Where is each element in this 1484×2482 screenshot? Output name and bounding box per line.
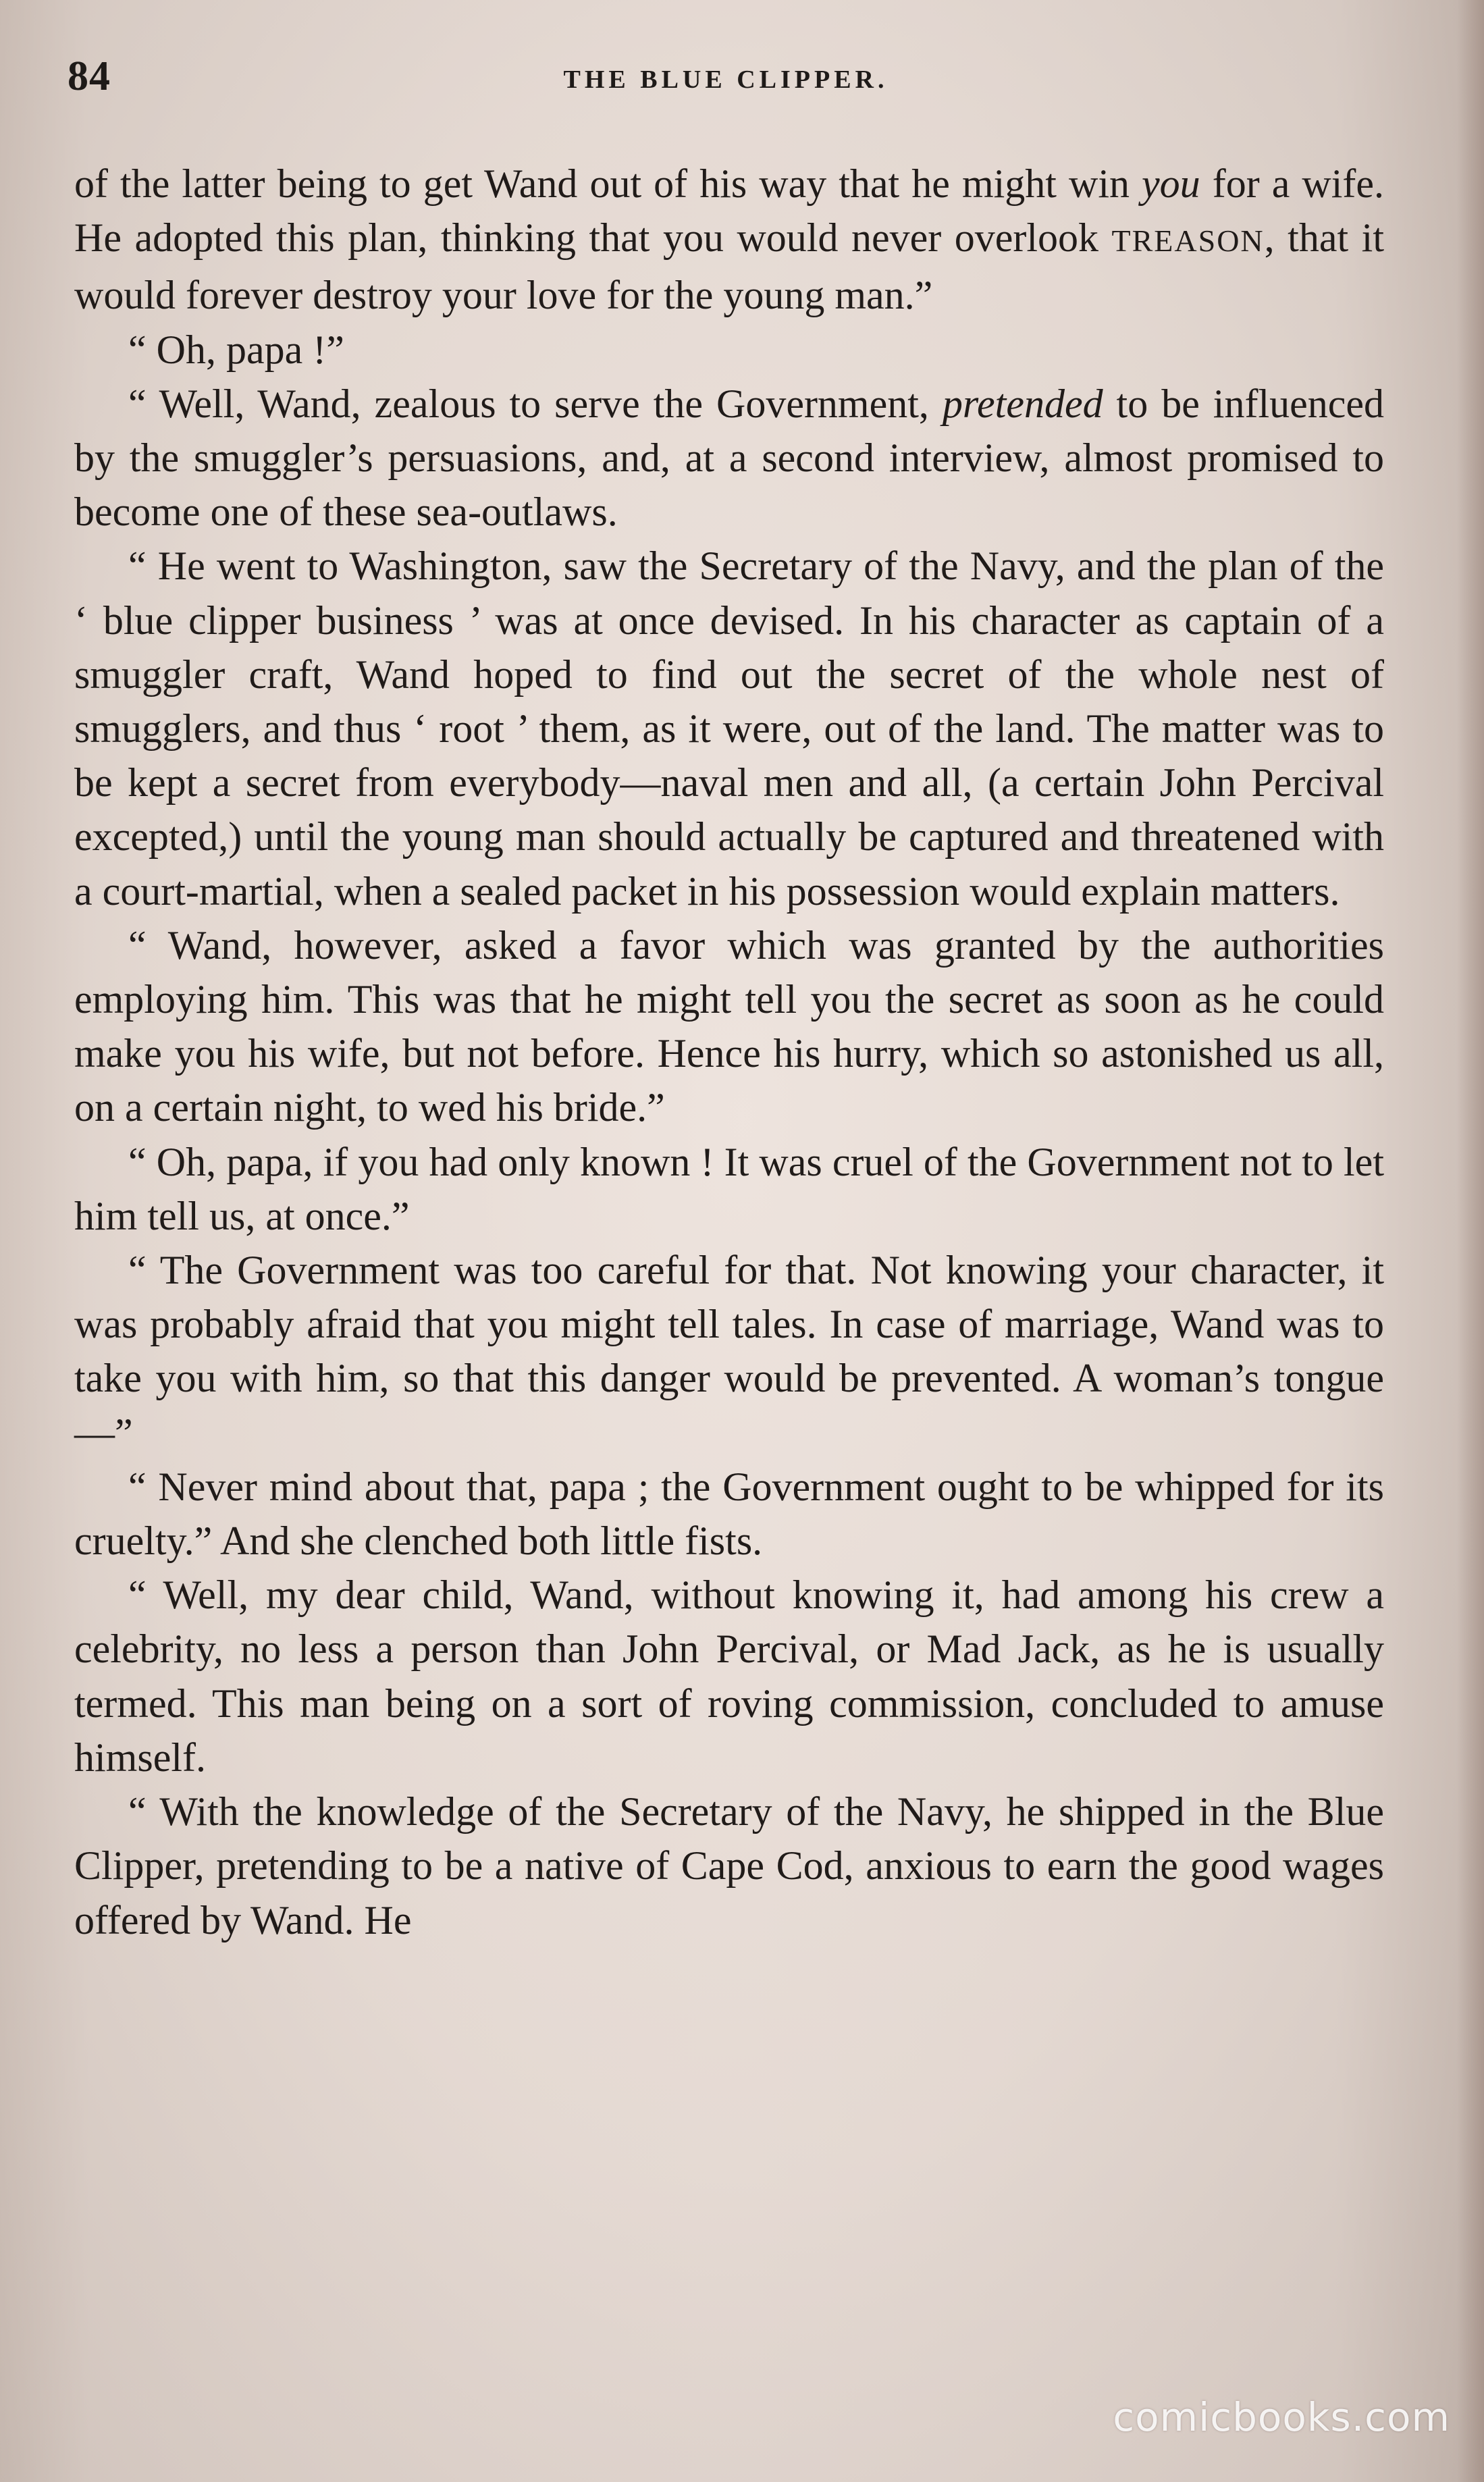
watermark: comicbooks.com xyxy=(1113,2394,1450,2440)
paragraph xyxy=(74,918,1384,1135)
paragraph xyxy=(74,539,1384,918)
paragraph xyxy=(74,1243,1384,1460)
text-run: “ Well, my dear child, Wand, without knowing it, had among his crew a celebrity, no less a person than John Percival, or Mad Jack, as he is usually termed. This man being on a sort of roving commission, concluded to amuse himself. xyxy=(74,1573,1384,1780)
paragraph xyxy=(74,1460,1384,1568)
paragraph xyxy=(74,157,1384,323)
text-run: , that it would forever destroy your love for the young man.” xyxy=(74,215,1384,318)
italic-text: pretended xyxy=(942,381,1103,426)
text-run: “ Oh, papa, if you had only known ! It was cruel of the Government not to let him tell us, at once.” xyxy=(74,1139,1384,1238)
paragraph xyxy=(74,377,1384,539)
page-header xyxy=(68,53,1384,107)
text-run: “ Never mind about that, papa ; the Government ought to be whipped for its cruelty.” And she clenched both little fists. xyxy=(74,1464,1384,1564)
paragraph xyxy=(74,1135,1384,1243)
page-number: 84 xyxy=(68,53,111,99)
text-run: of the latter being to get Wand out of his way that he might win xyxy=(74,161,1142,206)
text-run: “ The Government was too careful for that. Not knowing your character, it was probably afraid that you might tell tales. In case of marriage, Wand was to take you with him, so that this danger would be prevented. A woman’s tongue—” xyxy=(74,1248,1384,1455)
small-caps-text: TREASON xyxy=(1111,223,1265,259)
running-title: THE BLUE CLIPPER. xyxy=(563,65,889,94)
text-run: for a wife. He adopted this plan, thinking that you would never overlook xyxy=(74,161,1385,261)
text-run: “ With the knowledge of the Secretary of the Navy, he shipped in the Blue Clipper, pretending to be a native of Cape Cod, anxious to earn the good wages offered by Wand. He xyxy=(74,1789,1384,1943)
paragraph xyxy=(74,1785,1384,1947)
italic-text: you xyxy=(1142,161,1200,206)
text-run: “ Wand, however, asked a favor which was granted by the authorities employing him. This was that he might tell you the secret as soon as he could make you his wife, but not before. Hence his hurry, which so astonished us all, on a certain night, to wed his bride.” xyxy=(74,922,1384,1130)
text-run: “ Well, Wand, zealous to serve the Government, xyxy=(128,381,943,426)
text-run: to be influenced by the smuggler’s persuasions, and, at a second interview, almost promised to become one of these sea-outlaws. xyxy=(74,381,1385,535)
body-text xyxy=(74,157,1384,1947)
text-run: “ Oh, papa !” xyxy=(128,327,344,372)
text-run: “ He went to Washington, saw the Secretary of the Navy, and the plan of the ‘ blue clipper business ’ was at once devised. In his character as captain of a smuggler craft, Wand hoped to find out the secret of the whole nest of smugglers, and thus ‘ root ’ them, as it were, out of the land. The matter was to be kept a secret from everybody—naval men and all, (a certain John Percival excepted,) until the young man should actually be captured and threatened with a court-martial, when a sealed packet in his possession would explain matters. xyxy=(74,544,1384,914)
paragraph xyxy=(74,323,1384,377)
paragraph xyxy=(74,1568,1384,1785)
page-edge-shadow xyxy=(1457,0,1484,2482)
